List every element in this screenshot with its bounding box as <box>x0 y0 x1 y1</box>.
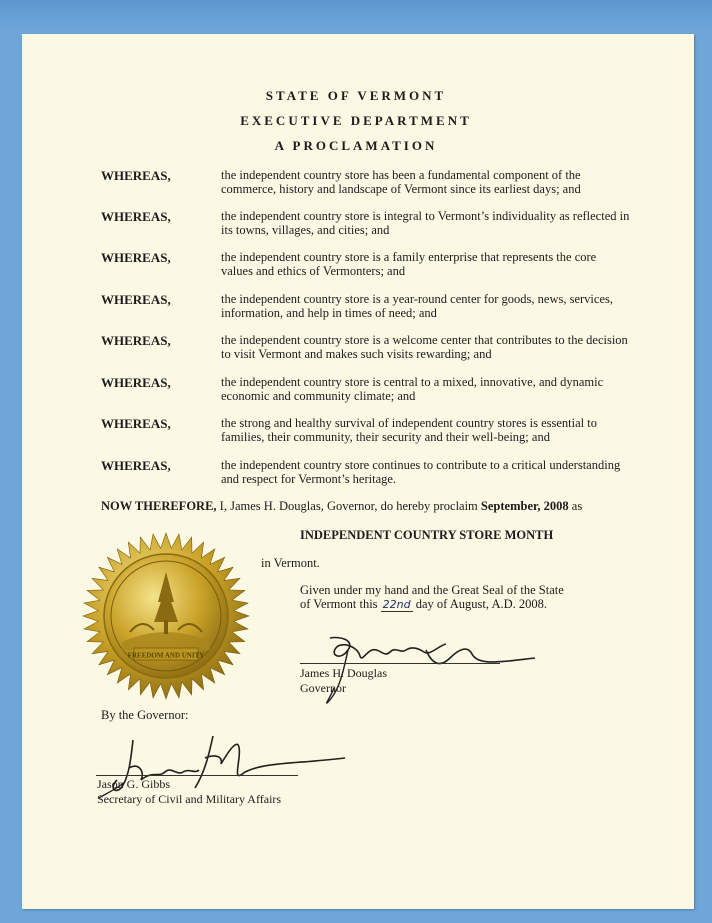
clause-label: WHEREAS, <box>101 168 171 183</box>
given-line-1: Given under my hand and the Great Seal of the State <box>300 583 564 597</box>
clause-label: WHEREAS, <box>101 458 171 473</box>
clause-text: the independent country store is a welcome center that contributes to the decision to visit Vermont and makes such visits rewarding; and <box>221 333 628 361</box>
secretary-title: Secretary of Civil and Military Affairs <box>97 792 282 806</box>
proclaimed-date: September, 2008 <box>480 499 569 513</box>
clause-label: WHEREAS, <box>101 375 171 390</box>
given-line-2-end: day of August, A.D. 2008. <box>412 597 547 611</box>
given-line-2-start: of Vermont this <box>300 597 381 611</box>
clause-text: the independent country store is central to a mixed, innovative, and dynamic economic and community climate; and <box>221 375 604 403</box>
proclamation-text-end: as <box>568 499 583 513</box>
given-statement <box>300 583 564 612</box>
clause-text: the independent country store continues to contribute to a critical understanding and respect for Vermont’s heritage. <box>221 458 621 486</box>
state-heading: STATE OF VERMONT <box>265 88 447 103</box>
governor-name: James H. Douglas <box>300 666 387 680</box>
handwritten-day: 22nd <box>382 598 411 611</box>
in-vermont-text: in Vermont. <box>261 556 320 570</box>
secretary-signature-line <box>96 775 298 776</box>
clause-text: the strong and healthy survival of independent country stores is essential to families, their community, their security and their well-being; and <box>221 416 597 444</box>
clause-label: WHEREAS, <box>101 250 171 265</box>
great-seal-icon <box>82 532 250 700</box>
by-the-governor: By the Governor: <box>101 708 189 722</box>
clause-text: the independent country store is a family enterprise that represents the core values and ethics of Vermonters; and <box>221 250 597 278</box>
department-heading: EXECUTIVE DEPARTMENT <box>240 113 472 128</box>
clause-text: the independent country store is integral to Vermont’s individuality as reflected in its towns, villages, and cities; and <box>221 209 630 237</box>
background-band <box>0 0 712 30</box>
governor-title: Governor <box>300 681 346 695</box>
clause-label: WHEREAS, <box>101 333 171 348</box>
proclamation-statement <box>101 499 582 514</box>
proclamation-heading: A PROCLAMATION <box>274 138 438 153</box>
governor-signature-line <box>300 663 500 664</box>
given-line-2 <box>300 597 564 612</box>
clause-label: WHEREAS, <box>101 209 171 224</box>
clause-text: the independent country store is a year-round center for goods, news, services, information, and help in times of need; and <box>221 292 613 320</box>
clause-text: the independent country store has been a fundamental component of the commerce, history and landscape of Vermont since its earliest days; and <box>221 168 581 196</box>
clause-label: WHEREAS, <box>101 416 171 431</box>
seal-motto: FREEDOM AND UNITY <box>127 651 205 660</box>
month-title: INDEPENDENT COUNTRY STORE MONTH <box>300 528 554 542</box>
secretary-name: Jason G. Gibbs <box>97 777 171 791</box>
proclamation-text: I, James H. Douglas, Governor, do hereby proclaim <box>216 499 481 513</box>
clause-label: WHEREAS, <box>101 292 171 307</box>
now-therefore-label: NOW THEREFORE, <box>101 499 217 513</box>
